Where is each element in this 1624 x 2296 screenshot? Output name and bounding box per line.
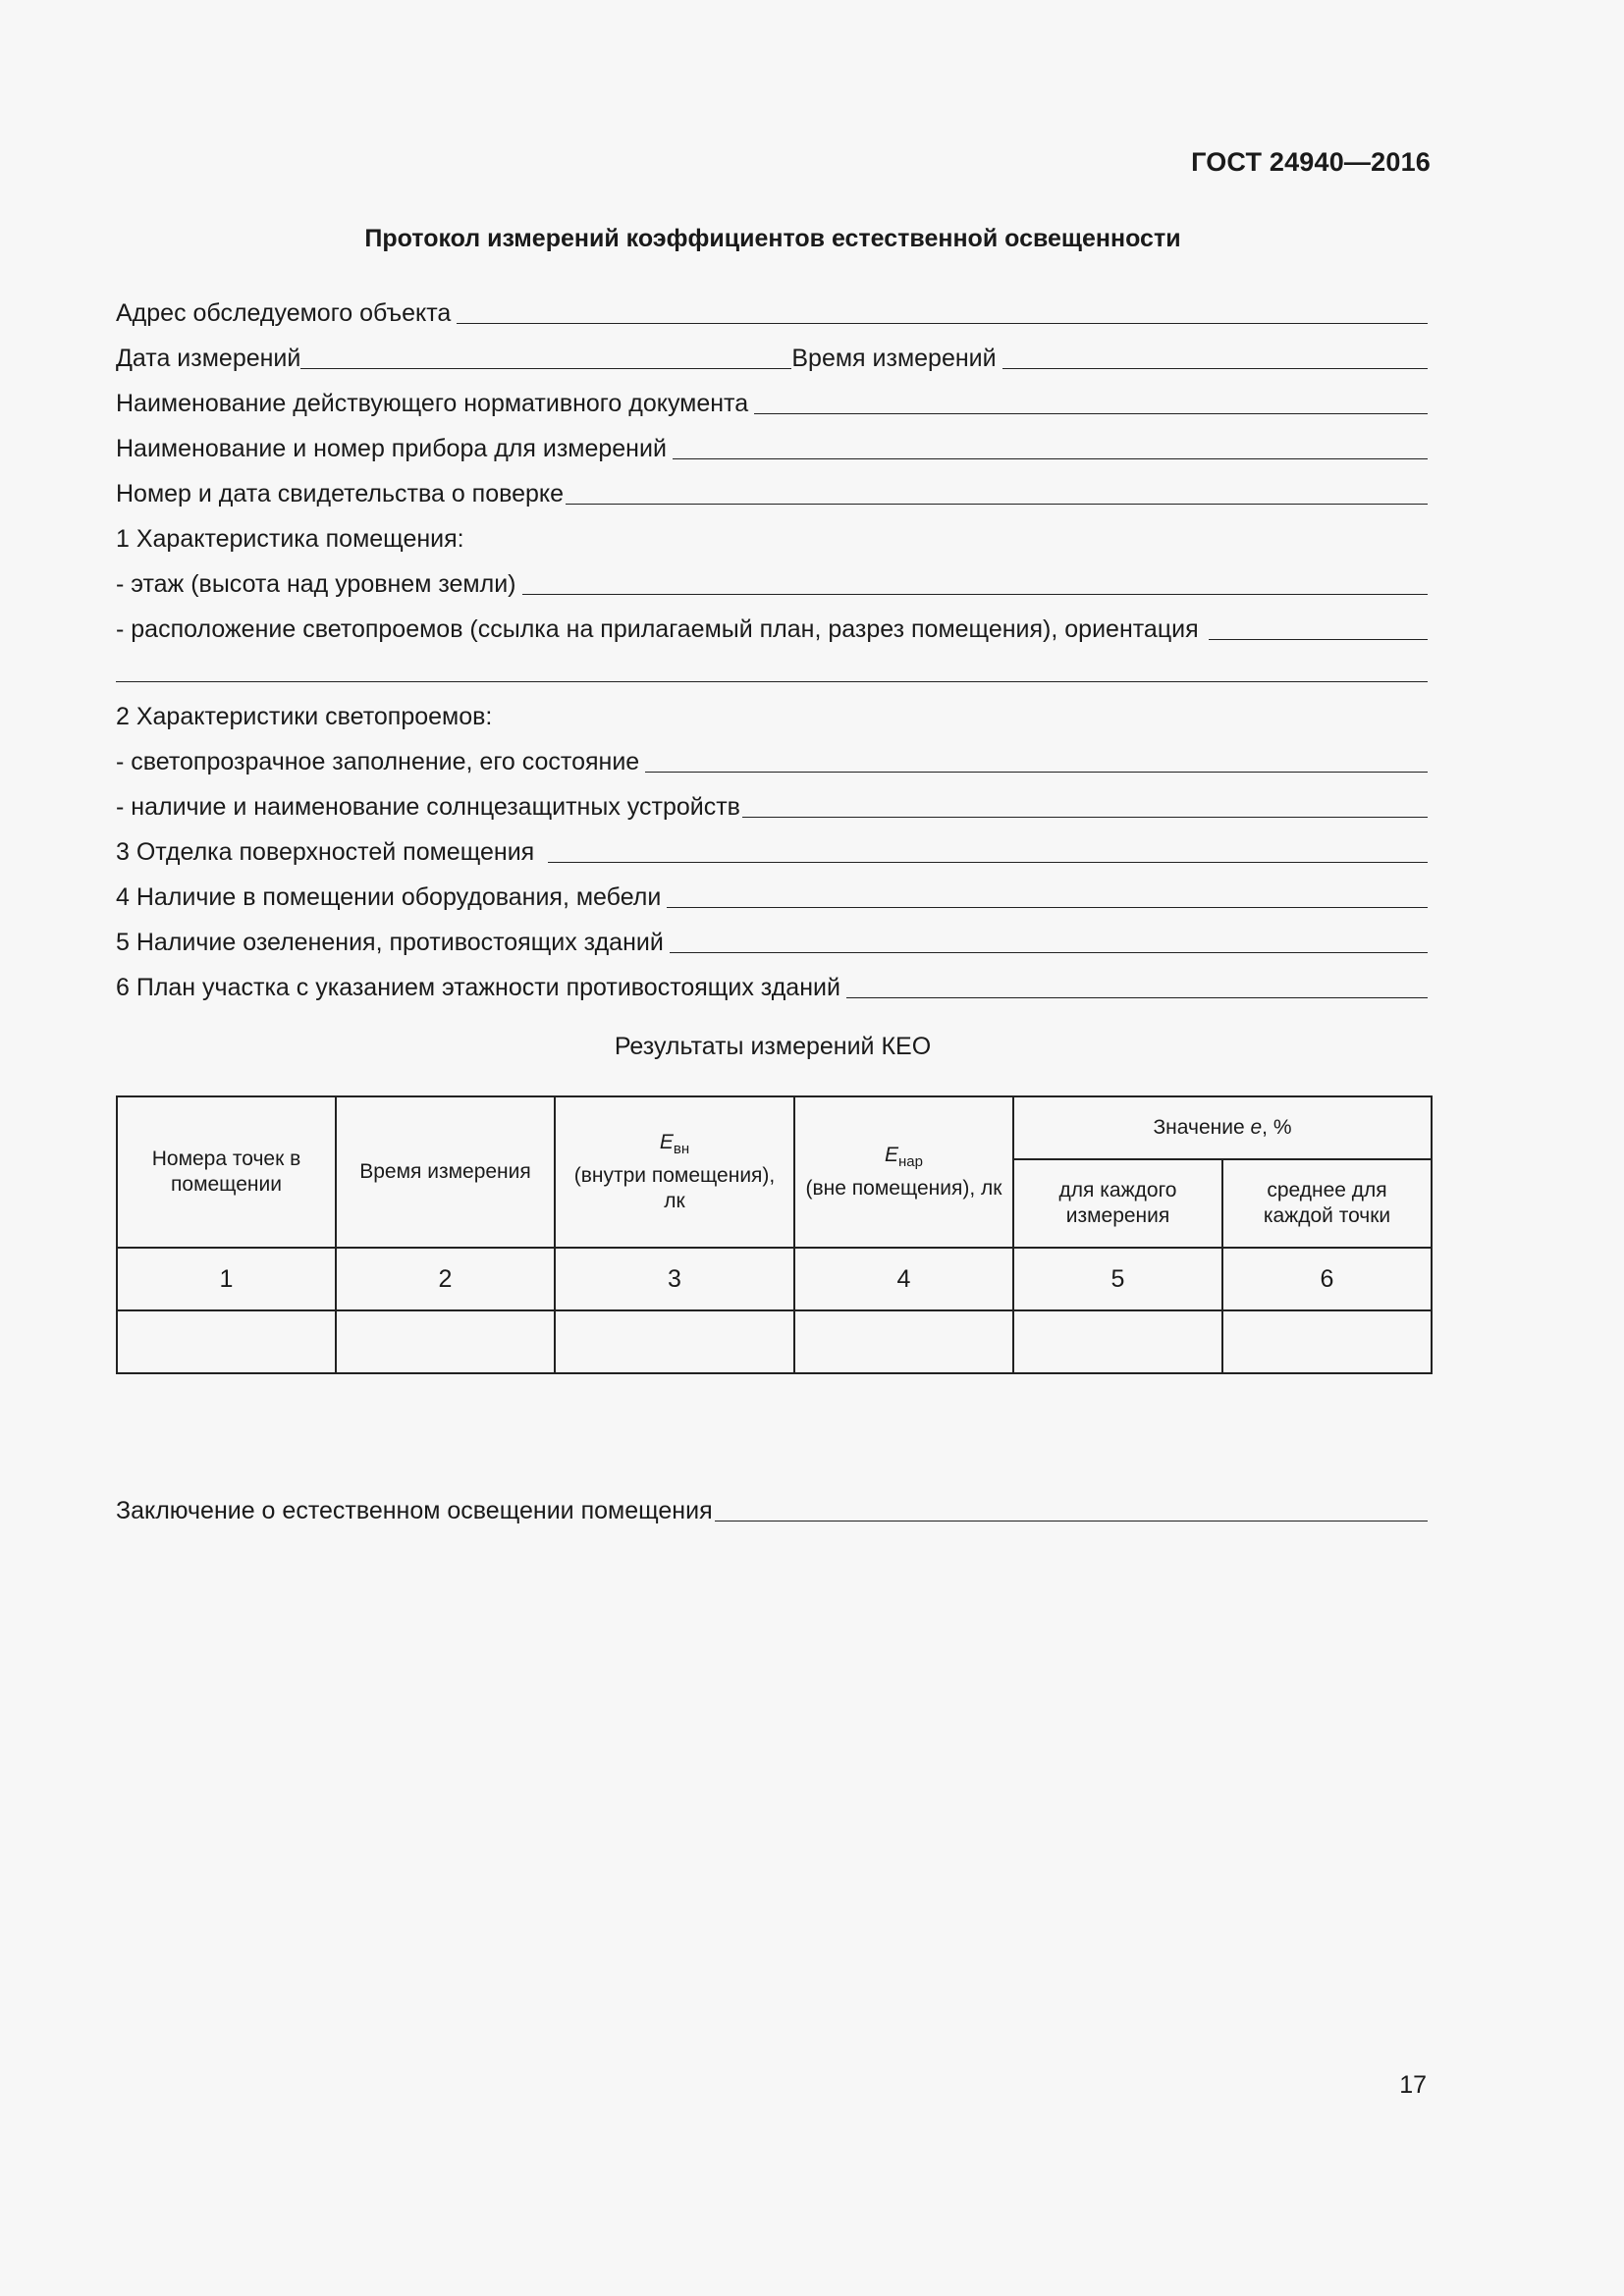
sunshade-label: - наличие и наименование солнцезащитных устройств — [116, 793, 740, 821]
column-number: 4 — [794, 1248, 1013, 1310]
section4-row — [116, 867, 1428, 912]
table-cell[interactable] — [336, 1310, 555, 1373]
norm-doc-row — [116, 373, 1428, 418]
windows-layout-continuation-field[interactable] — [116, 644, 1428, 682]
section2-row — [116, 686, 1428, 731]
certificate-field[interactable] — [566, 480, 1428, 505]
device-label: Наименование и номер прибора для измерений — [116, 435, 667, 462]
table-cell[interactable] — [555, 1310, 794, 1373]
address-row — [116, 283, 1428, 328]
e-inside-text: (внутри помещения), лк — [573, 1163, 776, 1212]
header-e-inside — [555, 1096, 794, 1248]
time-label: Время измерений — [791, 345, 997, 372]
protocol-form — [116, 283, 1428, 1002]
section5-field[interactable] — [670, 929, 1428, 953]
column-number: 5 — [1013, 1248, 1222, 1310]
section6-label: 6 План участка с указанием этажности противостоящих зданий — [116, 974, 840, 1001]
section4-label: 4 Наличие в помещении оборудования, мебели — [116, 883, 662, 911]
keo-results-table — [116, 1095, 1433, 1374]
sunshade-row — [116, 776, 1428, 822]
table-cell[interactable] — [117, 1310, 336, 1373]
column-number: 6 — [1222, 1248, 1432, 1310]
e-outside-subscript: нар — [898, 1153, 923, 1171]
date-time-row — [116, 328, 1428, 373]
page-number: 17 — [1399, 2071, 1427, 2099]
value-group-prefix: Значение — [1153, 1116, 1251, 1139]
conclusion-block — [116, 1480, 1428, 1525]
address-label: Адрес обследуемого объекта — [116, 299, 452, 327]
sunshade-field[interactable] — [742, 793, 1428, 818]
floor-field[interactable] — [522, 570, 1429, 595]
header-value-group — [1013, 1096, 1432, 1159]
section3-field[interactable] — [548, 838, 1428, 863]
floor-label: - этаж (высота над уровнем земли) — [116, 570, 516, 598]
norm-doc-label: Наименование действующего нормативного документа — [116, 390, 749, 417]
glazing-label: - светопрозрачное заполнение, его состояние — [116, 748, 640, 775]
certificate-label: Номер и дата свидетельства о поверке — [116, 480, 565, 507]
table-cell[interactable] — [794, 1310, 1013, 1373]
results-title: Результаты измерений КЕО — [614, 1033, 932, 1060]
section1-row — [116, 508, 1428, 554]
certificate-row — [116, 463, 1428, 508]
table-cell[interactable] — [1222, 1310, 1432, 1373]
column-number: 1 — [117, 1248, 336, 1310]
section5-row — [116, 912, 1428, 957]
e-outside-text: (вне помещения), лк — [805, 1176, 1002, 1200]
floor-row — [116, 554, 1428, 599]
norm-doc-field[interactable] — [754, 390, 1428, 414]
section6-row — [116, 957, 1428, 1002]
column-numbers-row — [117, 1248, 1432, 1310]
section4-field[interactable] — [667, 883, 1428, 908]
standard-code: ГОСТ 24940—2016 — [1191, 147, 1431, 177]
header-e-outside — [794, 1096, 1013, 1248]
e-inside-subscript: вн — [673, 1141, 690, 1158]
windows-layout-row — [116, 599, 1428, 644]
device-field[interactable] — [673, 435, 1428, 459]
table-cell[interactable] — [1013, 1310, 1222, 1373]
e-inside-symbol: E — [659, 1131, 674, 1154]
section3-label: 3 Отделка поверхностей помещения — [116, 838, 535, 866]
date-field[interactable] — [300, 345, 791, 369]
table-header-row — [117, 1096, 1432, 1159]
value-group-variable: e — [1250, 1116, 1263, 1139]
address-field[interactable] — [457, 299, 1428, 324]
date-label: Дата измерений — [116, 345, 301, 372]
column-number: 3 — [555, 1248, 794, 1310]
document-title: Протокол измерений коэффициентов естественной освещенности — [364, 225, 1181, 252]
header-average-per-point: среднее для каждой точки — [1222, 1159, 1432, 1248]
windows-layout-label: - расположение светопроемов (ссылка на прилагаемый план, разрез помещения), ориентация — [116, 615, 1199, 643]
header-point-numbers: Номера точек в помещении — [117, 1096, 336, 1248]
section3-row — [116, 822, 1428, 867]
glazing-row — [116, 731, 1428, 776]
column-number: 2 — [336, 1248, 555, 1310]
value-group-suffix: , % — [1262, 1116, 1292, 1139]
section1-heading: 1 Характеристика помещения: — [116, 525, 464, 553]
conclusion-row — [116, 1480, 1428, 1525]
header-measurement-time: Время измерения — [336, 1096, 555, 1248]
glazing-field[interactable] — [645, 748, 1428, 773]
device-row — [116, 418, 1428, 463]
time-field[interactable] — [1002, 345, 1428, 369]
table-data-row — [117, 1310, 1432, 1373]
conclusion-field[interactable] — [715, 1497, 1428, 1522]
conclusion-label: Заключение о естественном освещении помещения — [116, 1497, 713, 1524]
section6-field[interactable] — [846, 974, 1428, 998]
section2-heading: 2 Характеристики светопроемов: — [116, 703, 493, 730]
header-each-measurement: для каждого измерения — [1013, 1159, 1222, 1248]
section5-label: 5 Наличие озеленения, противостоящих зданий — [116, 929, 664, 956]
windows-layout-field[interactable] — [1209, 615, 1428, 640]
e-outside-symbol: E — [885, 1144, 899, 1167]
